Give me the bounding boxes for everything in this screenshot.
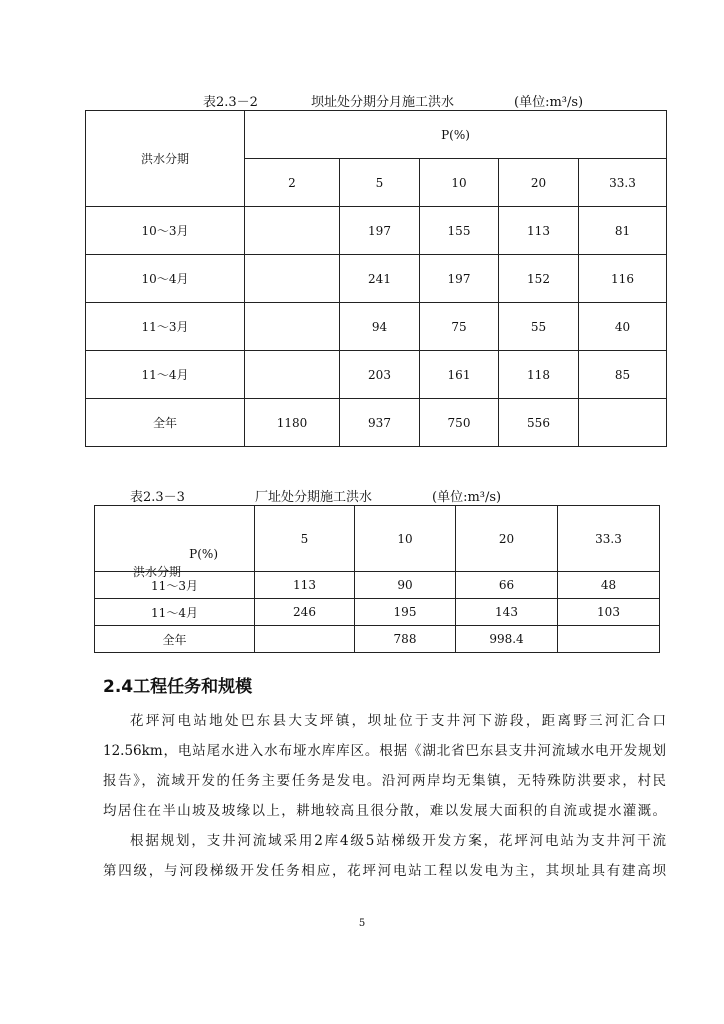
cell: 788: [355, 626, 456, 653]
table1-caption: [0, 91, 724, 109]
cell: 246: [255, 599, 355, 626]
paragraph-line: 报告》，流域开发的任务主要任务是发电。沿河两岸均无集镇，无特殊防洪要求，村民: [103, 773, 666, 789]
table2-col-header: 20: [456, 506, 558, 572]
row-label: 10～3月: [86, 207, 245, 255]
cell: 155: [420, 207, 499, 255]
cell: [245, 207, 340, 255]
cell: [245, 255, 340, 303]
table2-corner-bottom: 洪水分期: [133, 564, 182, 579]
table-row: [95, 599, 660, 626]
table2-corner-header: [95, 506, 255, 579]
cell: 81: [579, 207, 667, 255]
table-row: [86, 303, 667, 351]
table2-caption-unit: (单位:m³/s): [432, 490, 502, 505]
table1-col-group: P(%): [245, 111, 667, 159]
table1-caption-title: 坝址处分期分月施工洪水: [311, 95, 455, 110]
row-label: 全年: [86, 399, 245, 447]
table2-col-header: 33.3: [558, 506, 660, 572]
cell: 116: [579, 255, 667, 303]
cell: 113: [499, 207, 579, 255]
cell: 75: [420, 303, 499, 351]
table-row: [86, 255, 667, 303]
cell: 203: [340, 351, 420, 399]
cell: 195: [355, 599, 456, 626]
table1-caption-number: 表2.3－2: [203, 95, 258, 110]
table1-col-header: 33.3: [579, 159, 667, 207]
row-label: 11～4月: [86, 351, 245, 399]
row-label: 全年: [95, 626, 255, 653]
row-label: 11～3月: [86, 303, 245, 351]
cell: 103: [558, 599, 660, 626]
table1-caption-unit: (单位:m³/s): [514, 95, 584, 110]
paragraph-line: 12.56km，电站尾水进入水布垭水库库区。根据《湖北省巴东县支井河流域水电开发规划: [103, 743, 666, 759]
table1-row-header: 洪水分期: [86, 111, 245, 207]
table2-caption-number: 表2.3－3: [130, 490, 185, 505]
cell: 152: [499, 255, 579, 303]
paragraph-line: 均居住在半山坡及坡缘以上，耕地较高且很分散，难以发展大面积的自流或提水灌溉。: [103, 803, 666, 819]
table2-col-header: 10: [355, 506, 456, 572]
cell: [245, 351, 340, 399]
table2-caption-title: 厂址处分期施工洪水: [255, 490, 373, 505]
cell: 40: [579, 303, 667, 351]
cell: 48: [558, 572, 660, 599]
table1-col-header: 10: [420, 159, 499, 207]
paragraph-line: 根据规划，支井河流域采用2库4级5站梯级开发方案，花坪河电站为支井河干流: [130, 833, 666, 849]
cell: 1180: [245, 399, 340, 447]
row-label: 11～3月: [95, 572, 255, 599]
table2-corner-top: P(%): [189, 546, 218, 561]
cell: 197: [420, 255, 499, 303]
flood-table-plant-site: [94, 505, 660, 653]
paragraph: [103, 826, 666, 886]
cell: 556: [499, 399, 579, 447]
cell: 66: [456, 572, 558, 599]
paragraph-line: 第四级，与河段梯级开发任务相应，花坪河电站工程以发电为主，其坝址具有建高坝: [103, 863, 666, 879]
cell: 90: [355, 572, 456, 599]
cell: 55: [499, 303, 579, 351]
cell: 113: [255, 572, 355, 599]
table1-col-header: 20: [499, 159, 579, 207]
cell: 118: [499, 351, 579, 399]
cell: [245, 303, 340, 351]
row-label: 10～4月: [86, 255, 245, 303]
cell: 998.4: [456, 626, 558, 653]
page-number: 5: [358, 918, 366, 929]
paragraph-line: 花坪河电站地处巴东县大支坪镇，坝址位于支井河下游段，距离野三河汇合口: [130, 713, 666, 729]
table1-col-header: 5: [340, 159, 420, 207]
cell: 85: [579, 351, 667, 399]
cell: 161: [420, 351, 499, 399]
table-row: [86, 207, 667, 255]
cell: [255, 626, 355, 653]
table-row: [86, 351, 667, 399]
cell: 750: [420, 399, 499, 447]
table-row: [86, 399, 667, 447]
cell: 241: [340, 255, 420, 303]
table1-col-header: 2: [245, 159, 340, 207]
table2-caption: [0, 486, 724, 504]
cell: [579, 399, 667, 447]
cell: [558, 626, 660, 653]
cell: 937: [340, 399, 420, 447]
row-label: 11～4月: [95, 599, 255, 626]
table-row: [95, 626, 660, 653]
cell: 143: [456, 599, 558, 626]
cell: 197: [340, 207, 420, 255]
section-heading: 2.4工程任务和规模: [103, 677, 253, 697]
paragraph: [103, 706, 666, 826]
flood-table-dam-site: [85, 110, 667, 447]
table2-col-header: 5: [255, 506, 355, 572]
cell: 94: [340, 303, 420, 351]
